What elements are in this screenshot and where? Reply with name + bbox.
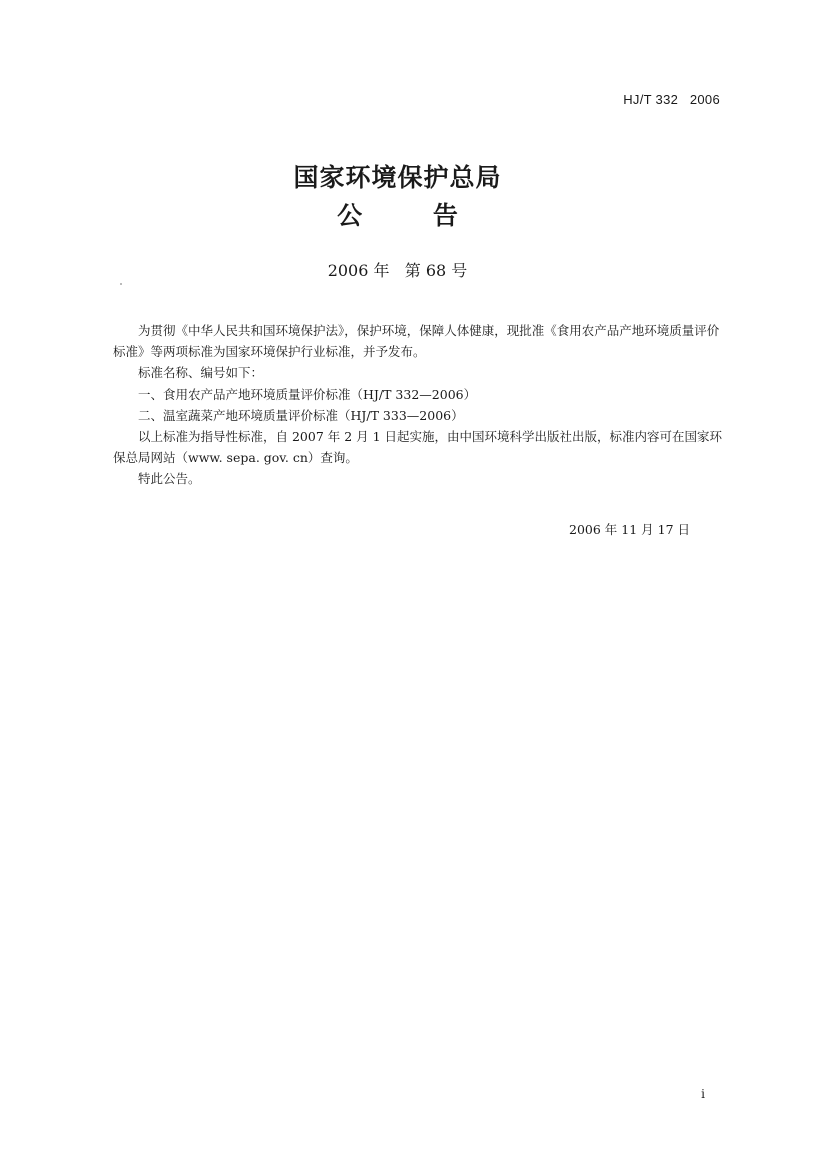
body-paragraph-standard-2: 二、温室蔬菜产地环境质量评价标准（HJ/T 333—2006）	[138, 407, 464, 423]
body-paragraph-list-heading: 标准名称、编号如下：	[138, 365, 264, 381]
document-type-heading: 公 告	[337, 201, 458, 230]
body-paragraph-closing: 特此公告。	[138, 471, 201, 487]
body-paragraph-intro: 为贯彻《中华人民共和国环境保护法》，保护环境，保障人体健康，现批准《食用农产品产地环境质量评价标准》等两项标准为国家环境保护行业标准，并予发布。	[113, 323, 720, 360]
body-paragraph-standard-1: 一、食用农产品产地环境质量评价标准（HJ/T 332—2006）	[138, 386, 477, 402]
standard-code: HJ/T 332 2006	[623, 92, 720, 107]
scan-artifact-dot	[120, 283, 122, 285]
issue-number: 2006 年 第 68 号	[327, 261, 468, 280]
issuer-title: 国家环境保护总局	[293, 163, 502, 192]
signature-date: 2006 年 11 月 17 日	[569, 522, 690, 537]
announcement-body	[113, 320, 723, 490]
body-paragraph-implementation: 以上标准为指导性标准，自 2007 年 2 月 1 日起实施，由中国环境科学出版社出版，标准内容可在国家环保总局网站（www. sepa. gov. cn）查询。	[113, 429, 723, 466]
page-number: i	[701, 1087, 705, 1101]
